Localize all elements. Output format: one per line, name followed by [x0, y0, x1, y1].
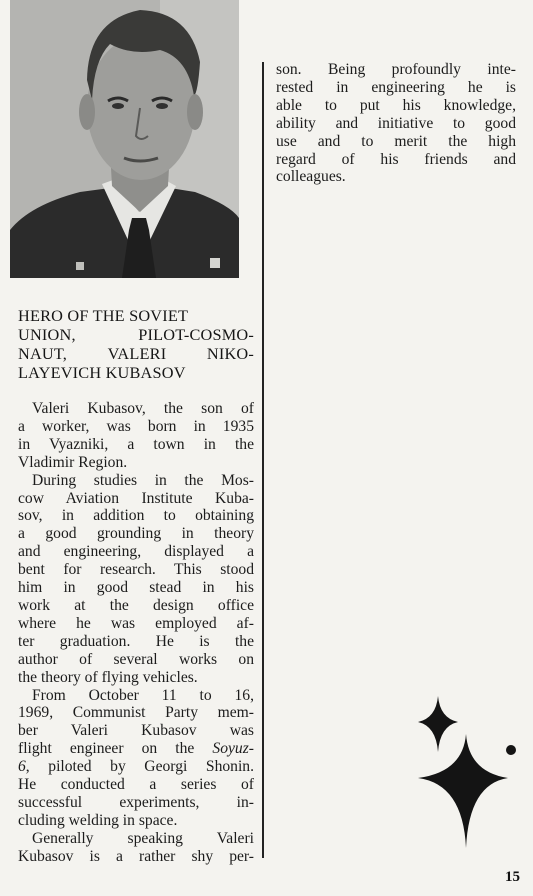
- text-line: in Vyazniki, a town in the: [18, 435, 254, 453]
- text-line: [18, 758, 254, 776]
- text-line: regard of his friends and: [276, 150, 516, 168]
- headline-line: [18, 344, 254, 363]
- headline-word: PILOT-COSMO-: [138, 325, 254, 344]
- text-line: the theory of flying vehicles.: [18, 668, 198, 686]
- text-line: Valeri Kubasov, the son of: [32, 400, 254, 417]
- right-column: [276, 61, 516, 186]
- headline-word: NAUT,: [18, 344, 68, 363]
- article-body-left: [18, 400, 254, 866]
- text-segment: , piloted by Georgi Shonin.: [25, 758, 254, 776]
- text-line: a worker, was born in 1935: [18, 417, 254, 435]
- headline-word: NIKO-: [206, 344, 254, 363]
- stars-icon: [410, 690, 530, 850]
- text-line: author of several works on: [18, 650, 254, 668]
- page-number: 15: [505, 869, 520, 885]
- text-line: ability and initiative to good: [276, 114, 516, 132]
- text-line: colleagues.: [276, 168, 346, 186]
- text-line: ter graduation. He is the: [18, 632, 254, 650]
- text-line: bent for research. This stood: [18, 561, 254, 579]
- spacecraft-name: Soyuz-: [212, 740, 254, 758]
- text-line: successful experiments, in-: [18, 793, 254, 811]
- text-line: rested in engineering he is: [276, 78, 516, 96]
- text-line: where he was employed af-: [18, 614, 254, 632]
- text-line: He conducted a series of: [18, 776, 254, 794]
- headline-line: LAYEVICH KUBASOV: [18, 363, 186, 382]
- text-line: son. Being profoundly inte-: [276, 61, 516, 78]
- text-segment: flight engineer on the: [18, 740, 213, 758]
- headline-line: HERO OF THE SOVIET: [18, 306, 189, 325]
- text-line: cow Aviation Institute Kuba-: [18, 489, 254, 507]
- text-line: him in good stead in his: [18, 579, 254, 597]
- text-line: use and to merit the high: [276, 132, 516, 150]
- headline-word: UNION,: [18, 325, 76, 344]
- text-line: Generally speaking Valeri: [32, 829, 254, 847]
- headline-line: [18, 325, 254, 344]
- text-line: able to put his knowledge,: [276, 96, 516, 114]
- portrait-photo: [10, 0, 239, 278]
- left-column: [18, 306, 254, 866]
- text-line: 1969, Communist Party mem-: [18, 704, 254, 722]
- article-headline: [18, 306, 254, 382]
- text-line: ber Valeri Kubasov was: [18, 722, 254, 740]
- spacecraft-number: 6: [18, 758, 26, 776]
- headline-word: VALERI: [107, 344, 167, 363]
- text-line: work at the design office: [18, 596, 254, 614]
- text-line: sov, in addition to obtaining: [18, 507, 254, 525]
- text-line: During studies in the Mos-: [32, 471, 254, 489]
- text-line: Vladimir Region.: [18, 453, 128, 471]
- text-line: cluding welding in space.: [18, 811, 178, 829]
- text-line: [18, 740, 254, 758]
- text-line: and engineering, displayed a: [18, 543, 254, 561]
- column-divider: [262, 62, 264, 858]
- text-line: From October 11 to 16,: [32, 686, 254, 704]
- text-line: a good grounding in theory: [18, 525, 254, 543]
- text-line: Kubasov is a rather shy per-: [18, 847, 254, 865]
